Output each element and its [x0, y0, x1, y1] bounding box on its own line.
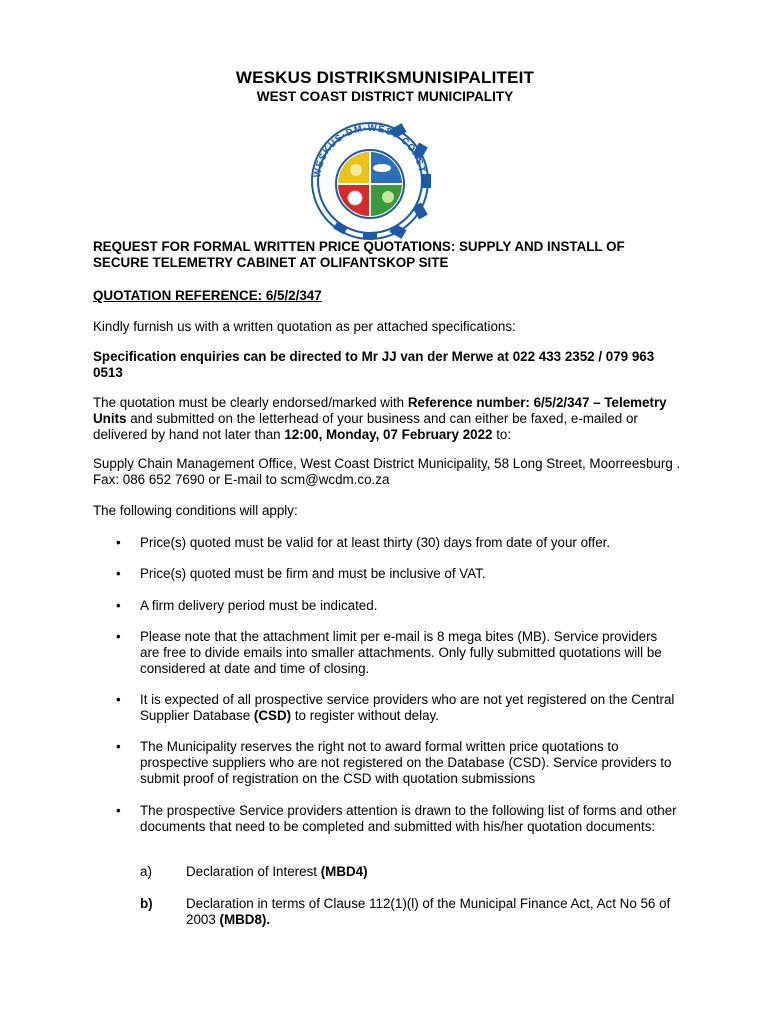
conditions-intro: The following conditions will apply:	[93, 503, 298, 518]
bullet-icon: •	[116, 803, 121, 818]
bullet-icon: •	[116, 629, 121, 644]
condition-text: A firm delivery period must be indicated.	[140, 598, 378, 613]
form-a-desc: Declaration of Interest	[186, 864, 321, 879]
endorse-post: to:	[492, 427, 512, 442]
closing-deadline: 12:00, Monday, 07 February 2022	[284, 427, 493, 442]
municipality-logo	[307, 118, 433, 244]
bullet-icon: •	[116, 739, 121, 754]
specification-enquiries: Specification enquiries can be directed to Mr JJ van der Merwe at 022 433 2352 / 079 963 0513	[93, 349, 655, 380]
c5-post: to register without delay.	[291, 708, 439, 723]
c5-pre: It is expected of all prospective service providers who are not yet registered on the Central Supplier Database	[140, 692, 675, 723]
condition-text: Price(s) quoted must be valid for at least thirty (30) days from date of your offer.	[140, 535, 611, 550]
endorse-mid: and submitted on the letterhead of your business and can either be faxed, e-mailed or delivered by hand not later than	[93, 411, 638, 442]
request-title: REQUEST FOR FORMAL WRITTEN PRICE QUOTATIONS: SUPPLY AND INSTALL OF SECURE TELEMETRY CABINET AT OLIFANTSKOP SITE	[93, 239, 625, 270]
delivery-address: Supply Chain Management Office, West Coast District Municipality, 58 Long Street, Moorreesburg . Fax: 086 652 7690 or E-mail to scm@wcdm.co.za	[93, 456, 681, 487]
condition-text: Please note that the attachment limit per e-mail is 8 mega bites (MB). Service providers are free to divide emails into smaller attachments. Only fully submitted quotations will be considered at date and time of closing.	[140, 629, 662, 676]
bullet-icon: •	[116, 692, 121, 707]
reference-number: Reference number: 6/5/2/347 – Telemetry Units	[93, 395, 667, 426]
form-text	[186, 864, 680, 880]
form-label: a)	[140, 864, 152, 879]
form-b-code: (MBD8).	[219, 912, 271, 927]
form-text	[186, 896, 680, 928]
condition-text: Price(s) quoted must be firm and must be inclusive of VAT.	[140, 566, 486, 581]
municipality-title-afrikaans: WESKUS DISTRIKSMUNISIPALITEIT	[235, 68, 535, 87]
csd-abbrev: (CSD)	[253, 708, 292, 723]
endorse-pre: The quotation must be clearly endorsed/marked with	[93, 395, 408, 410]
bullet-icon: •	[116, 598, 121, 613]
condition-text	[140, 692, 680, 724]
quotation-reference: QUOTATION REFERENCE: 6/5/2/347	[93, 288, 322, 303]
condition-text: The Municipality reserves the right not to award formal written price quotations to prospective suppliers who are not registered on the Database (CSD). Service providers to submit proof of registration on the CSD with quotation submissions	[140, 739, 672, 786]
svg-text:WESKUS·DM·WEST COAST: WESKUS·DM·WEST COAST	[311, 122, 428, 179]
form-b-desc: Declaration in terms of Clause 112(1)(l) of the Municipal Finance Act, Act No 56 of 2003	[186, 896, 671, 927]
form-a-code: (MBD4)	[320, 864, 368, 879]
furnish-instruction: Kindly furnish us with a written quotation as per attached specifications:	[93, 319, 516, 334]
bullet-icon: •	[116, 566, 121, 581]
condition-text: The prospective Service providers attention is drawn to the following list of forms and other documents that need to be completed and submitted with his/her quotation documents:	[140, 803, 677, 834]
municipality-title-english: WEST COAST DISTRICT MUNICIPALITY	[256, 89, 514, 104]
bullet-icon: •	[116, 535, 121, 550]
form-label: b)	[140, 896, 153, 911]
endorsement-instruction	[93, 395, 683, 443]
